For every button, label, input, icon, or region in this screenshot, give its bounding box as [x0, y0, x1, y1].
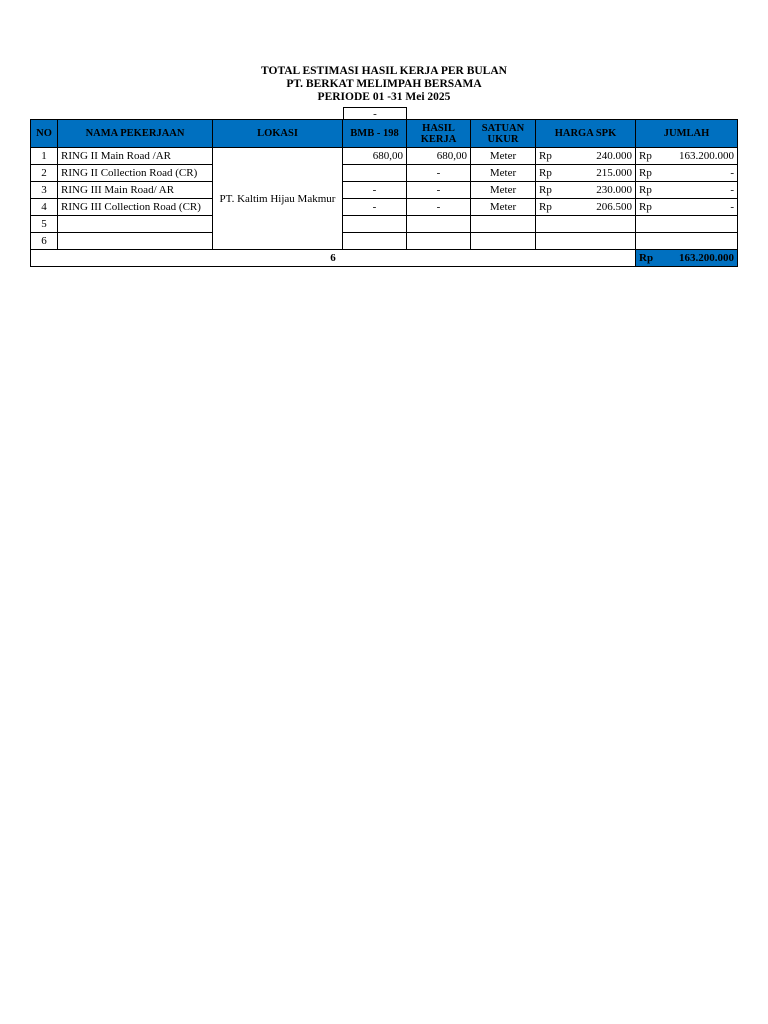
cell-nama: RING II Collection Road (CR)	[58, 165, 213, 182]
cell-jumlah	[636, 165, 738, 182]
currency-label: Rp	[639, 184, 652, 196]
header-lokasi: LOKASI	[213, 120, 343, 148]
cell-nama	[58, 233, 213, 250]
table-row	[31, 165, 738, 182]
cell-bmb	[343, 165, 407, 182]
cell-nama: RING III Collection Road (CR)	[58, 199, 213, 216]
cell-hasil	[407, 233, 471, 250]
cell-harga	[536, 216, 636, 233]
cell-harga	[536, 148, 636, 165]
total-label: 6	[31, 250, 636, 267]
cell-jumlah	[636, 148, 738, 165]
currency-label: Rp	[539, 201, 552, 213]
cell-no: 4	[31, 199, 58, 216]
cell-no: 1	[31, 148, 58, 165]
cell-bmb	[343, 216, 407, 233]
header-jumlah: JUMLAH	[636, 120, 738, 148]
cell-bmb: -	[343, 199, 407, 216]
header-no: NO	[31, 120, 58, 148]
cell-jumlah	[636, 182, 738, 199]
cell-satuan	[471, 216, 536, 233]
currency-label: Rp	[539, 150, 552, 162]
header-nama-pekerjaan: NAMA PEKERJAAN	[58, 120, 213, 148]
currency-label: Rp	[539, 184, 552, 196]
table-row	[31, 199, 738, 216]
cell-hasil	[407, 216, 471, 233]
jumlah-value: -	[730, 184, 734, 196]
header-row	[31, 120, 738, 148]
harga-value: 206.500	[596, 201, 632, 213]
header-harga-spk: HARGA SPK	[536, 120, 636, 148]
header-bmb: BMB - 198	[343, 120, 407, 148]
cell-nama: RING II Main Road /AR	[58, 148, 213, 165]
cell-jumlah	[636, 216, 738, 233]
title-line-1: TOTAL ESTIMASI HASIL KERJA PER BULAN	[261, 65, 507, 77]
cell-nama: RING III Main Road/ AR	[58, 182, 213, 199]
cell-no: 3	[31, 182, 58, 199]
cell-no: 5	[31, 216, 58, 233]
cell-hasil: -	[407, 182, 471, 199]
title-line-2: PT. BERKAT MELIMPAH BERSAMA	[286, 78, 482, 90]
harga-value: 230.000	[596, 184, 632, 196]
jumlah-value: 163.200.000	[679, 150, 734, 162]
cell-jumlah	[636, 199, 738, 216]
title-line-3: PERIODE 01 -31 Mei 2025	[317, 91, 451, 103]
cell-harga	[536, 233, 636, 250]
cell-bmb	[343, 233, 407, 250]
jumlah-value: -	[730, 167, 734, 179]
header-hasil-kerja: HASIL KERJA	[407, 120, 471, 148]
currency-label: Rp	[539, 167, 552, 179]
cell-hasil: -	[407, 199, 471, 216]
work-estimate-table	[30, 119, 738, 267]
cell-hasil: 680,00	[407, 148, 471, 165]
total-amount: 163.200.000	[679, 252, 734, 264]
cell-jumlah	[636, 233, 738, 250]
jumlah-value: -	[730, 201, 734, 213]
cell-no: 6	[31, 233, 58, 250]
cell-nama	[58, 216, 213, 233]
harga-value: 240.000	[596, 150, 632, 162]
harga-value: 215.000	[596, 167, 632, 179]
table-row	[31, 182, 738, 199]
bmb-above-header-cell: -	[343, 107, 407, 120]
table-row	[31, 148, 738, 165]
cell-lokasi: PT. Kaltim Hijau Makmur	[213, 148, 343, 250]
cell-satuan: Meter	[471, 199, 536, 216]
cell-satuan: Meter	[471, 148, 536, 165]
table-row	[31, 233, 738, 250]
cell-bmb: 680,00	[343, 148, 407, 165]
cell-harga	[536, 182, 636, 199]
cell-satuan	[471, 233, 536, 250]
cell-satuan: Meter	[471, 165, 536, 182]
table-row	[31, 216, 738, 233]
cell-harga	[536, 165, 636, 182]
report-title	[0, 65, 768, 104]
cell-bmb: -	[343, 182, 407, 199]
currency-label: Rp	[639, 167, 652, 179]
currency-label: Rp	[639, 201, 652, 213]
total-amount-cell	[636, 250, 738, 267]
cell-harga	[536, 199, 636, 216]
currency-label: Rp	[639, 252, 654, 264]
cell-satuan: Meter	[471, 182, 536, 199]
total-row	[31, 250, 738, 267]
currency-label: Rp	[639, 150, 652, 162]
cell-hasil: -	[407, 165, 471, 182]
cell-no: 2	[31, 165, 58, 182]
header-satuan-ukur: SATUAN UKUR	[471, 120, 536, 148]
